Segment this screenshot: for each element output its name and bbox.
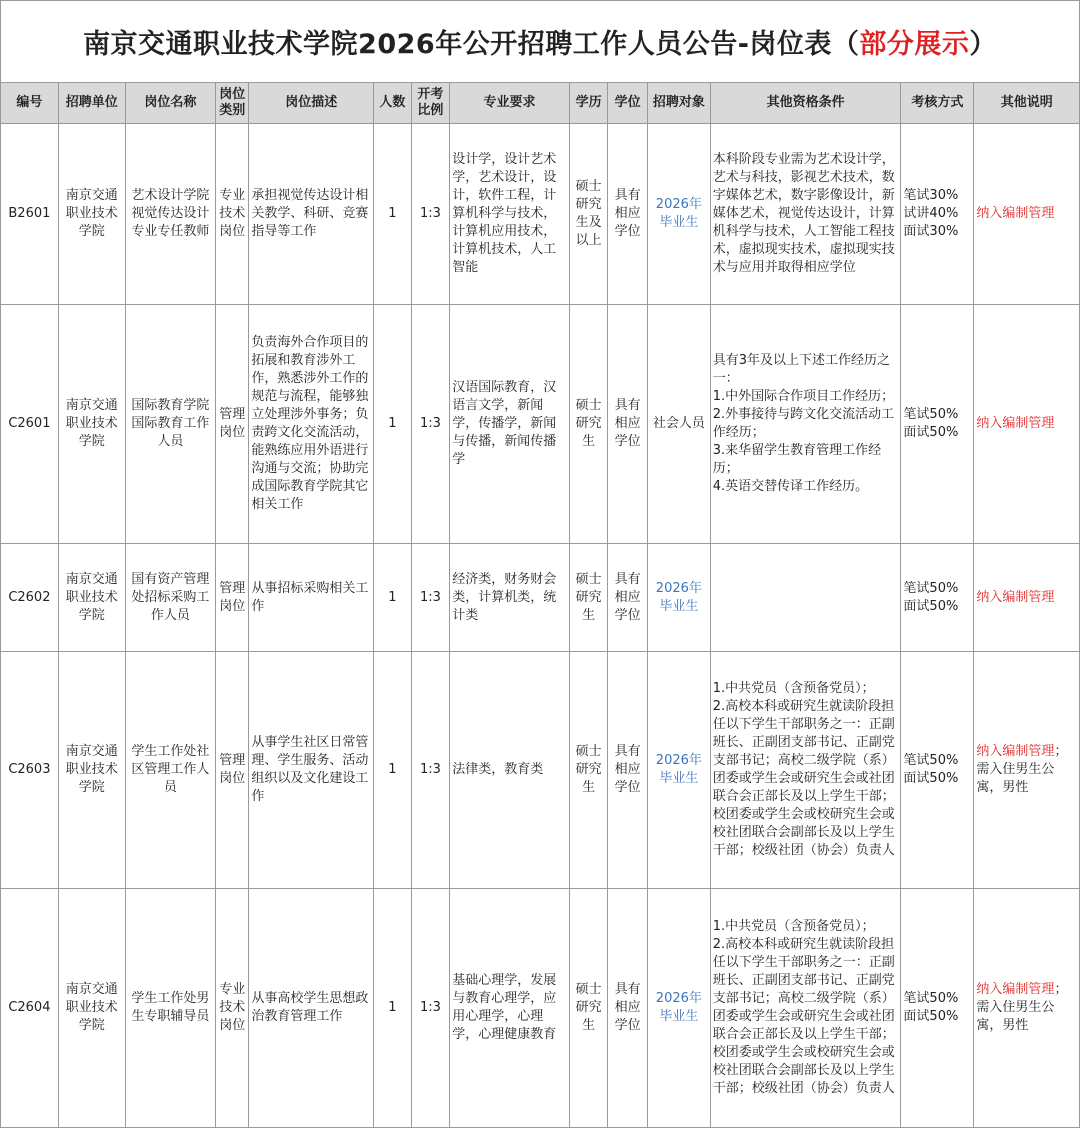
- cell-target: 2026年毕业生: [647, 544, 710, 652]
- cell-description: 负责海外合作项目的拓展和教育涉外工作，熟悉涉外工作的规范与流程，能够独立处理涉外事务；负责跨文化交流活动，能熟练应用外语进行沟通与交流；协助完成国际教育学院其它相关工作: [249, 305, 374, 544]
- table-row: [1, 544, 1080, 652]
- note-staffing: 纳入编制管理: [976, 982, 1055, 997]
- col-header-degree: 学位: [608, 83, 648, 124]
- col-header-major: 专业要求: [450, 83, 570, 124]
- cell-count: 1: [374, 544, 412, 652]
- cell-target: 2026年毕业生: [647, 124, 710, 305]
- cell-description: 从事招标采购相关工作: [249, 544, 374, 652]
- cell-description: 从事学生社区日常管理、学生服务、活动组织以及文化建设工作: [249, 652, 374, 889]
- cell-category: 管理岗位: [215, 544, 248, 652]
- cell-qualification: 本科阶段专业需为艺术设计学，艺术与科技，影视艺术技术，数字媒体艺术，数字影像设计，新媒体艺术，视觉传达设计，计算机科学与技术，人工智能工程技术，虚拟现实技术，虚拟现实技术与应用并取得相应学位: [710, 124, 901, 305]
- cell-ratio: 1:3: [411, 889, 450, 1128]
- cell-position: 学生工作处社区管理工作人员: [125, 652, 215, 889]
- col-header-count: 人数: [374, 83, 412, 124]
- cell-category: 专业技术岗位: [215, 889, 248, 1128]
- cell-major: 设计学，设计艺术学，艺术设计，设计，软件工程，计算机科学与技术，计算机应用技术，计算机技术，人工智能: [450, 124, 570, 305]
- cell-degree: 具有相应学位: [608, 305, 648, 544]
- cell-notes: [974, 544, 1080, 652]
- col-header-notes: 其他说明: [974, 83, 1080, 124]
- cell-count: 1: [374, 889, 412, 1128]
- col-header-qualification: 其他资格条件: [710, 83, 901, 124]
- cell-exam: 笔试50% 面试50%: [901, 305, 974, 544]
- cell-major: 汉语国际教育，汉语言文学，新闻学，传播学，新闻与传播，新闻传播学: [450, 305, 570, 544]
- cell-education: 硕士研究生: [569, 652, 608, 889]
- header-row: [1, 83, 1080, 124]
- cell-id: C2602: [1, 544, 59, 652]
- col-header-category: 岗位类别: [215, 83, 248, 124]
- cell-unit: 南京交通职业技术学院: [58, 889, 125, 1128]
- note-extra: ；需入住男生公寓，男性: [976, 982, 1068, 1033]
- cell-education: 硕士研究生: [569, 889, 608, 1128]
- cell-exam: 笔试50% 面试50%: [901, 889, 974, 1128]
- note-extra: ；需入住男生公寓，男性: [976, 744, 1068, 795]
- cell-id: C2604: [1, 889, 59, 1128]
- page-title: [0, 0, 1080, 82]
- cell-id: C2603: [1, 652, 59, 889]
- cell-count: 1: [374, 652, 412, 889]
- cell-category: 管理岗位: [215, 305, 248, 544]
- cell-qualification: 1.中共党员（含预备党员）； 2.高校本科或研究生就读阶段担任以下学生干部职务之一：正副班长、正副团支部书记、正副党支部书记；高校二级学院（系）团委或学生会或研究生会或社团联合会正部长及以上学生干部；校团委或学生会或校研究生会或校社团联合会副部长及以上学生干部；校级社团（协会）负责人: [710, 652, 901, 889]
- cell-qualification: 具有3年及以上下述工作经历之一： 1.中外国际合作项目工作经历； 2.外事接待与跨文化交流活动工作经历； 3.来华留学生教育管理工作经历； 4.英语交替传译工作经历。: [710, 305, 901, 544]
- col-header-ratio: 开考比例: [411, 83, 450, 124]
- cell-ratio: 1:3: [411, 652, 450, 889]
- cell-unit: 南京交通职业技术学院: [58, 305, 125, 544]
- cell-major: 法律类，教育类: [450, 652, 570, 889]
- title-close: ）: [969, 29, 997, 60]
- title-highlight: 部分展示: [859, 29, 970, 60]
- cell-major: 经济类，财务财会类，计算机类，统计类: [450, 544, 570, 652]
- cell-ratio: 1:3: [411, 124, 450, 305]
- col-header-target: 招聘对象: [647, 83, 710, 124]
- table-row: [1, 889, 1080, 1128]
- title-main: 南京交通职业技术学院2026年公开招聘工作人员公告-岗位表（: [83, 29, 860, 60]
- cell-notes: [974, 889, 1080, 1128]
- cell-position: 国有资产管理处招标采购工作人员: [125, 544, 215, 652]
- cell-degree: 具有相应学位: [608, 124, 648, 305]
- cell-ratio: 1:3: [411, 305, 450, 544]
- note-staffing: 纳入编制管理: [976, 744, 1055, 759]
- cell-position: 艺术设计学院视觉传达设计专业专任教师: [125, 124, 215, 305]
- table-row: [1, 124, 1080, 305]
- cell-ratio: 1:3: [411, 544, 450, 652]
- cell-education: 硕士研究生: [569, 544, 608, 652]
- col-header-unit: 招聘单位: [58, 83, 125, 124]
- cell-unit: 南京交通职业技术学院: [58, 124, 125, 305]
- cell-exam: 笔试50% 面试50%: [901, 652, 974, 889]
- cell-exam: 笔试50% 面试50%: [901, 544, 974, 652]
- positions-table: [0, 82, 1080, 1128]
- cell-category: 管理岗位: [215, 652, 248, 889]
- cell-count: 1: [374, 124, 412, 305]
- cell-id: B2601: [1, 124, 59, 305]
- col-header-education: 学历: [569, 83, 608, 124]
- cell-target: 2026年毕业生: [647, 652, 710, 889]
- table-row: [1, 305, 1080, 544]
- cell-exam: 笔试30% 试讲40% 面试30%: [901, 124, 974, 305]
- table-row: [1, 652, 1080, 889]
- cell-target: 社会人员: [647, 305, 710, 544]
- cell-target: 2026年毕业生: [647, 889, 710, 1128]
- cell-qualification: [710, 544, 901, 652]
- cell-qualification: 1.中共党员（含预备党员）； 2.高校本科或研究生就读阶段担任以下学生干部职务之一：正副班长、正副团支部书记、正副党支部书记；高校二级学院（系）团委或学生会或研究生会或社团联合会正部长及以上学生干部；校团委或学生会或校研究生会或校社团联合会副部长及以上学生干部；校级社团（协会）负责人: [710, 889, 901, 1128]
- note-staffing: 纳入编制管理: [976, 589, 1055, 605]
- note-staffing: 纳入编制管理: [976, 416, 1055, 431]
- cell-id: C2601: [1, 305, 59, 544]
- col-header-exam: 考核方式: [901, 83, 974, 124]
- cell-education: 硕士研究生及以上: [569, 124, 608, 305]
- col-header-id: 编号: [1, 83, 59, 124]
- col-header-description: 岗位描述: [249, 83, 374, 124]
- cell-degree: 具有相应学位: [608, 544, 648, 652]
- cell-category: 专业技术岗位: [215, 124, 248, 305]
- cell-notes: [974, 305, 1080, 544]
- cell-position: 学生工作处男生专职辅导员: [125, 889, 215, 1128]
- cell-count: 1: [374, 305, 412, 544]
- cell-position: 国际教育学院国际教育工作人员: [125, 305, 215, 544]
- cell-major: 基础心理学，发展与教育心理学，应用心理学，心理学，心理健康教育: [450, 889, 570, 1128]
- cell-unit: 南京交通职业技术学院: [58, 652, 125, 889]
- cell-description: 从事高校学生思想政治教育管理工作: [249, 889, 374, 1128]
- cell-unit: 南京交通职业技术学院: [58, 544, 125, 652]
- col-header-position: 岗位名称: [125, 83, 215, 124]
- cell-notes: [974, 652, 1080, 889]
- cell-degree: 具有相应学位: [608, 652, 648, 889]
- cell-notes: [974, 124, 1080, 305]
- cell-degree: 具有相应学位: [608, 889, 648, 1128]
- note-staffing: 纳入编制管理: [976, 206, 1055, 221]
- cell-education: 硕士研究生: [569, 305, 608, 544]
- cell-description: 承担视觉传达设计相关教学、科研、竞赛指导等工作: [249, 124, 374, 305]
